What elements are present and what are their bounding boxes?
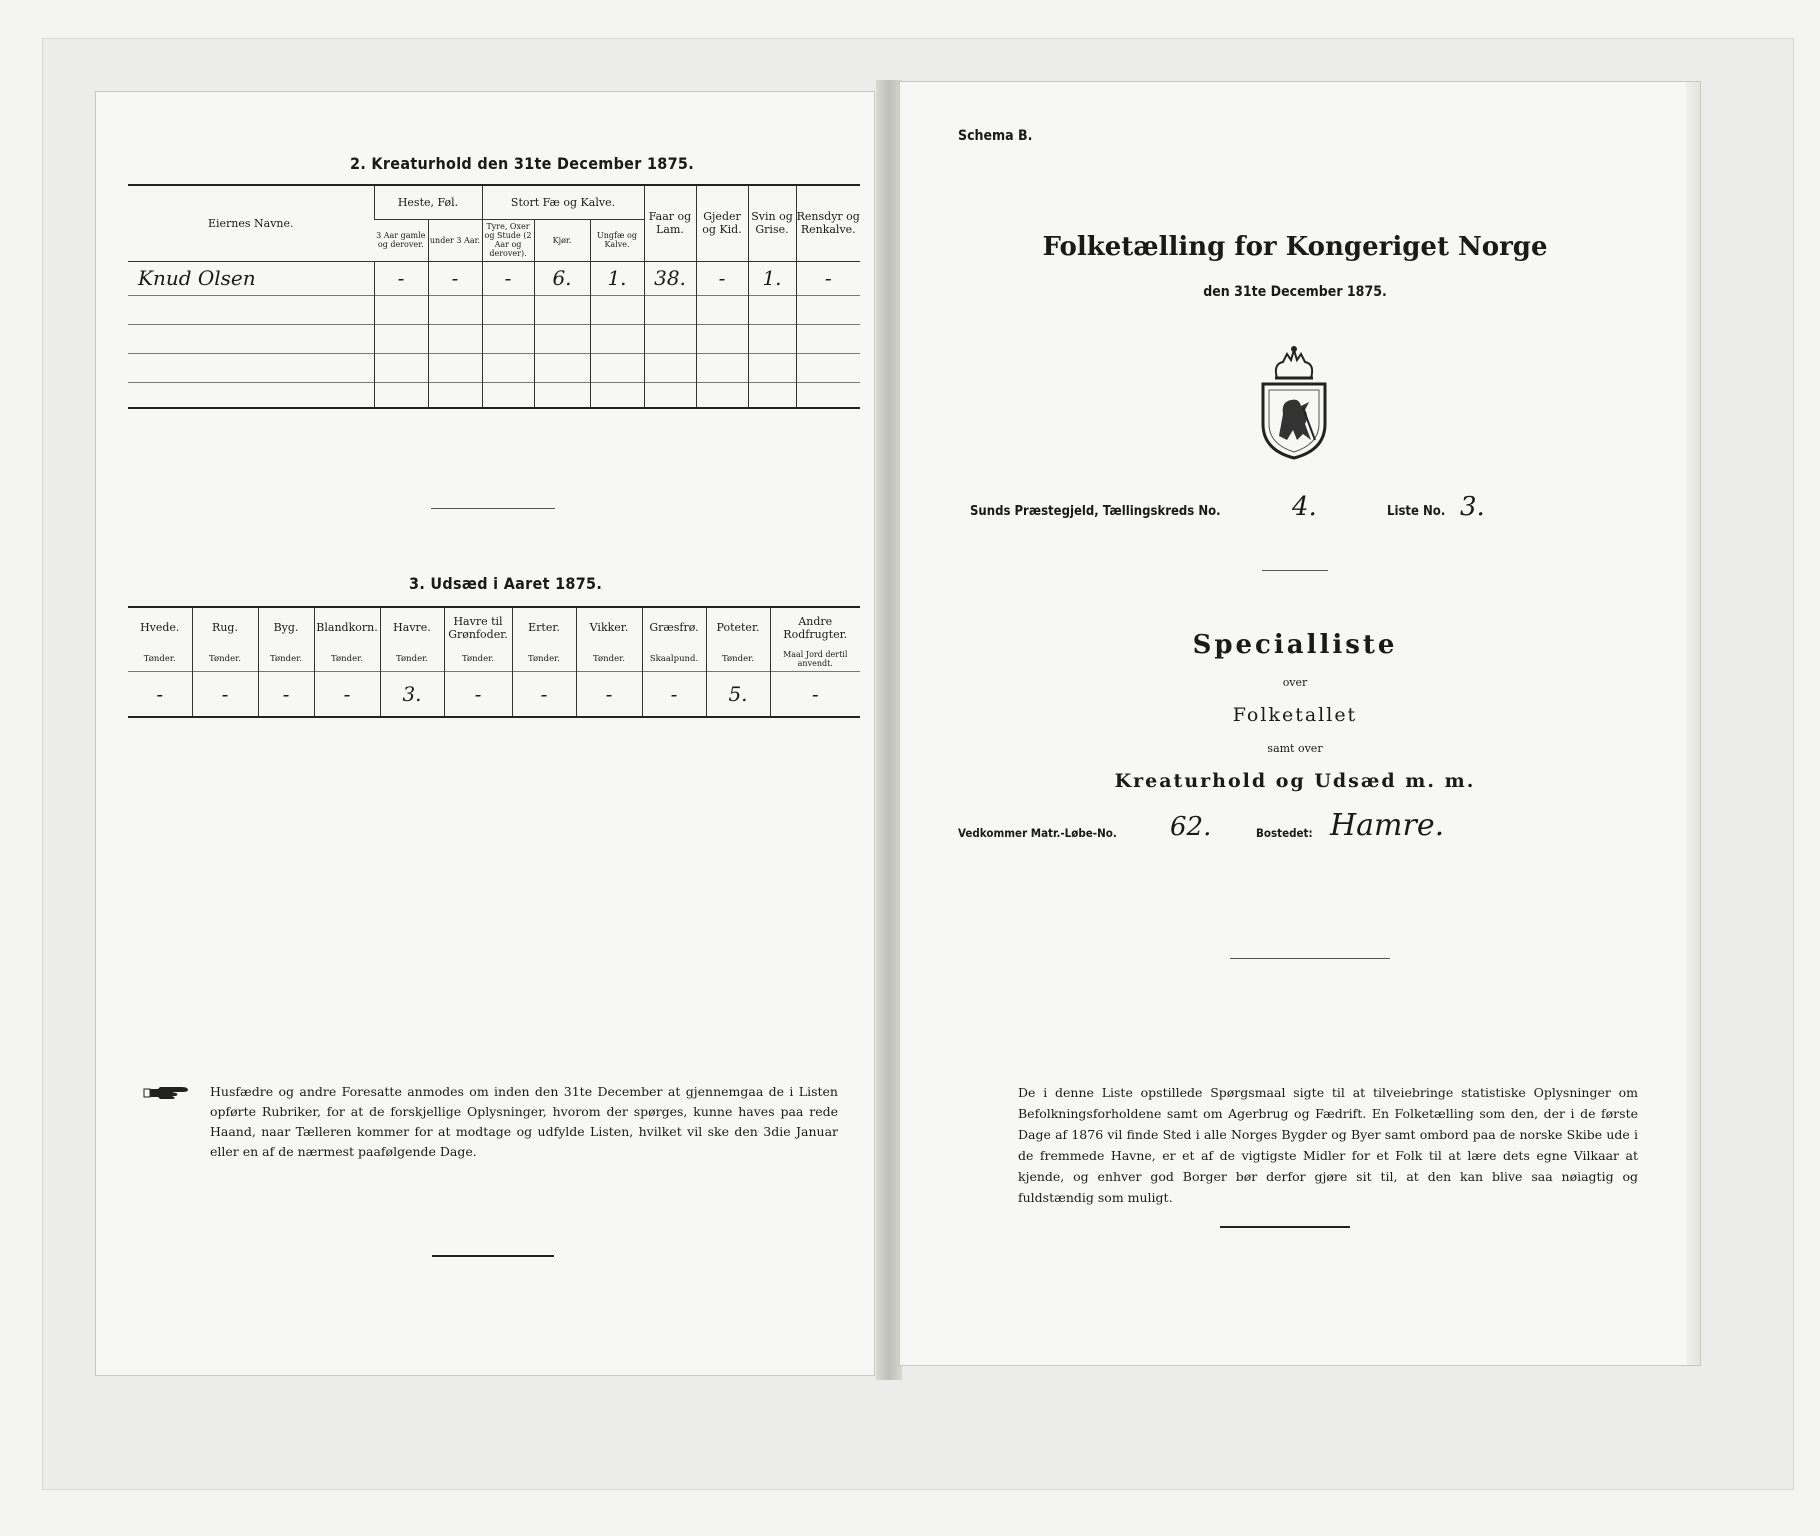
cattle-sub-header: Kjør. (534, 219, 590, 261)
table-cell: - (642, 671, 706, 717)
reindeer-header: Rensdyr og Renkalve. (796, 185, 860, 261)
unit-label: Tønder. (706, 647, 770, 671)
table-row (128, 324, 860, 353)
cattle-header: Stort Fæ og Kalve. (482, 185, 644, 219)
unit-label: Tønder. (512, 647, 576, 671)
table-cell: - (156, 681, 164, 706)
district-number: 4. (1292, 492, 1317, 522)
table-row (128, 261, 860, 295)
unit-label: Tønder. (143, 653, 176, 664)
pointing-hand-icon (142, 1084, 192, 1102)
table-cell: - (444, 671, 512, 717)
schema-label: Schema B. (958, 128, 1033, 144)
table-cell: - (770, 671, 860, 717)
divider (431, 508, 555, 509)
crop-header-grass-seed: Græsfrø. (642, 607, 706, 647)
crop-header-potatoes: Poteter. (706, 607, 770, 647)
unit-label: Tønder. (258, 647, 314, 671)
sowing-table (128, 606, 860, 718)
goats-header: Gjeder og Kid. (696, 185, 748, 261)
cattle-sub-header: Tyre, Oxer og Stude (2 Aar og derover). (482, 219, 534, 261)
bosted-label: Bostedet: (1256, 826, 1313, 840)
horses-header: Heste, Føl. (374, 185, 482, 219)
divider (1220, 1226, 1350, 1228)
crop-header-barley: Byg. (258, 607, 314, 647)
crop-header-peas: Erter. (512, 607, 576, 647)
owner-name: Knud Olsen (138, 266, 256, 290)
horses-sub-header: under 3 Aar. (428, 219, 482, 261)
crop-header-oats: Havre. (380, 607, 444, 647)
census-date: den 31te December 1875. (1203, 284, 1387, 300)
right-page (900, 82, 1700, 1365)
page-title: Folketælling for Kongeriget Norge (1042, 232, 1548, 262)
table-cell: - (696, 261, 748, 295)
bosted-name: Hamre. (1330, 808, 1445, 843)
divider (1230, 958, 1390, 959)
table-cell: - (512, 671, 576, 717)
crop-header-rye: Rug. (192, 607, 258, 647)
crop-header-vetch: Vikker. (576, 607, 642, 647)
table-cell: - (258, 671, 314, 717)
table-row (128, 295, 860, 324)
table-cell: 1. (590, 261, 644, 295)
unit-label: Tønder. (576, 647, 642, 671)
horses-sub-header: 3 Aar gamle og derover. (376, 231, 426, 249)
unit-label: Maal Jord dertil anvendt. (770, 647, 860, 671)
table-cell: - (482, 261, 534, 295)
divider (432, 1255, 554, 1257)
coat-of-arms-icon (1253, 344, 1335, 462)
specialliste-heading: Specialliste (1192, 630, 1398, 660)
unit-label: Tønder. (314, 647, 380, 671)
table-cell: 3. (380, 671, 444, 717)
table-row (128, 353, 860, 382)
unit-label: Tønder. (444, 647, 512, 671)
kreaturhold-heading: Kreaturhold og Udsæd m. m. (1114, 770, 1476, 792)
table-cell: - (576, 671, 642, 717)
table-cell: 5. (706, 671, 770, 717)
cattle-sub-header: Ungfæ og Kalve. (590, 219, 644, 261)
table-cell: 1. (748, 261, 796, 295)
pigs-header: Svin og Grise. (748, 185, 796, 261)
divider (1262, 570, 1328, 571)
table-cell: - (796, 261, 860, 295)
left-page (96, 92, 874, 1375)
table-cell: - (314, 671, 380, 717)
livestock-section-title: 2. Kreaturhold den 31te December 1875. (350, 154, 694, 173)
samt-over-text: samt over (1267, 742, 1323, 755)
matr-number: 62. (1170, 812, 1212, 842)
crop-header-other-roots: Andre Rodfrugter. (770, 607, 860, 647)
crop-header-green-fodder: Havre til Grønfoder. (444, 607, 512, 647)
list-label: Liste No. (1387, 504, 1446, 519)
list-number: 3. (1460, 492, 1485, 522)
table-cell: 6. (534, 261, 590, 295)
book-spine (876, 80, 902, 1380)
table-cell: - (374, 261, 428, 295)
owner-column-header: Eiernes Navne. (207, 216, 294, 230)
unit-label: Tønder. (192, 647, 258, 671)
parish-label: Sunds Præstegjeld, Tællingskreds No. (970, 504, 1221, 519)
unit-label: Tønder. (380, 647, 444, 671)
table-cell: 38. (644, 261, 696, 295)
sheep-header: Faar og Lam. (644, 185, 696, 261)
folketallet-heading: Folketallet (1232, 704, 1358, 726)
over-text: over (1282, 676, 1308, 689)
sowing-section-title: 3. Udsæd i Aaret 1875. (409, 574, 603, 593)
notice-text: Husfædre og andre Foresatte anmodes om inden den 31te December at gjennemgaa de i Listen opførte Rubriker, for at de forskjellige Oplysninger, hvorom der spørges, kunne haves paa rede Haand, naar Tælleren kommer for at modtage og udfylde Listen, hvilket vil ske den 3die Januar eller en af de nærmest paafølgende Dage. (210, 1084, 838, 1159)
table-cell: - (428, 261, 482, 295)
table-cell: - (192, 671, 258, 717)
table-row (128, 671, 860, 717)
crop-header-wheat: Hvede. (140, 621, 180, 634)
crop-header-mixed-grain: Blandkorn. (314, 607, 380, 647)
unit-label: Skaalpund. (642, 647, 706, 671)
explanation-paragraph: De i denne Liste opstillede Spørgsmaal sigte til at tilveiebringe statistiske Oplysninger om Befolkningsforholdene samt om Agerbrug og Fædrift. En Folketælling som den, der i de første Dage af 1876 vil finde Sted i alle Norges Bygder og Byer samt ombord paa de norske Skibe ude i de fremmede Havne, er et af de vigtigste Midler for et Folk til at lære dets egne Vilkaar at kjende, og enhver god Borger bør derfor gjøre sit til, at den kan blive saa nøiagtig og fuldstændig som muligt. (1018, 1085, 1638, 1205)
matr-label: Vedkommer Matr.-Løbe-No. (958, 826, 1117, 840)
livestock-table (128, 184, 860, 409)
table-row (128, 382, 860, 408)
